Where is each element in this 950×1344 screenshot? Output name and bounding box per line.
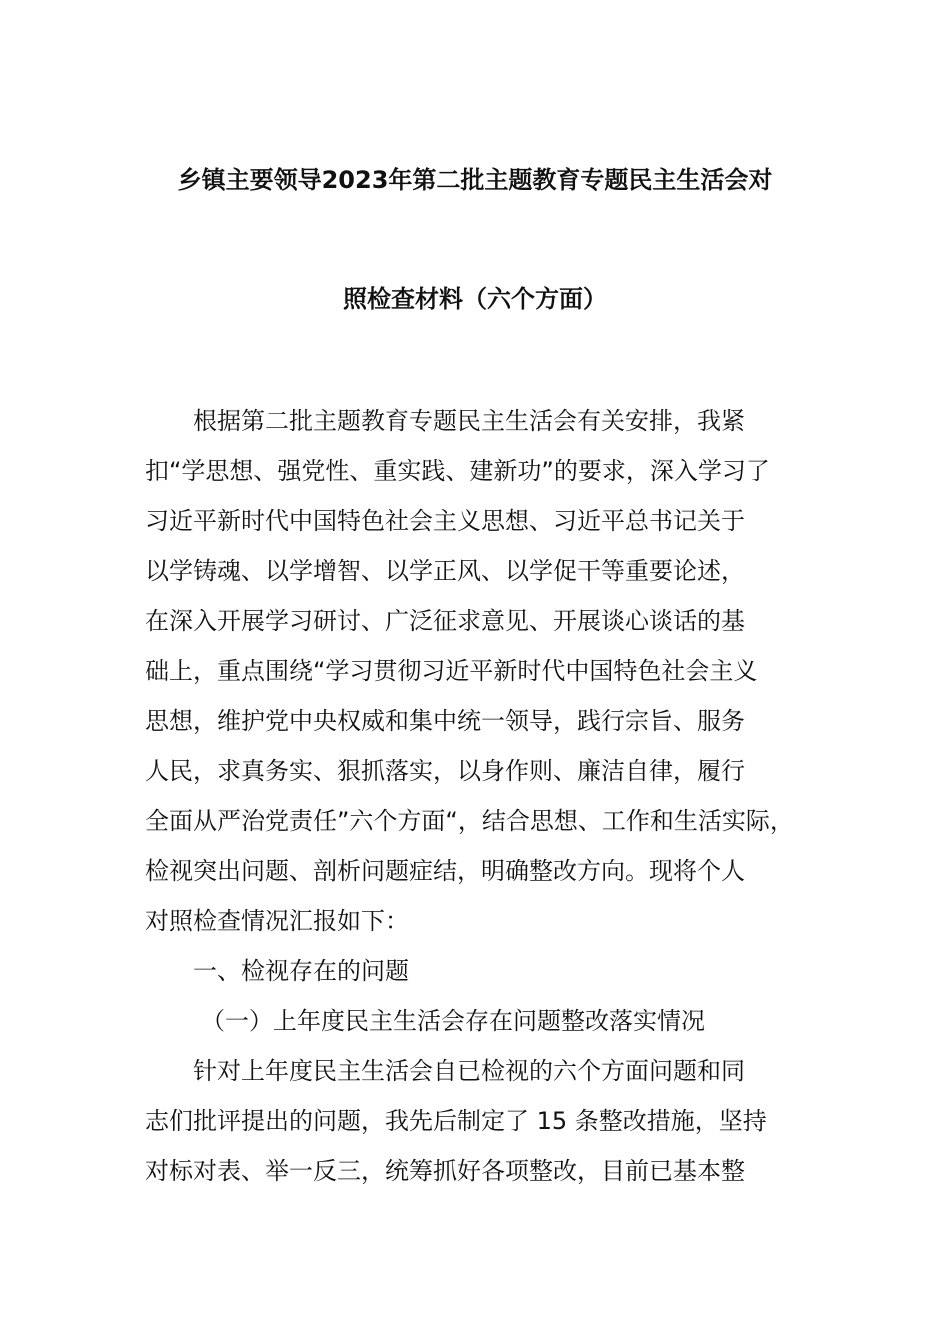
paragraph-1-line: 习近平新时代中国特色社会主义思想、习近平总书记关于 [145,507,745,535]
document-title-line-2: 照检查材料（六个方面） [343,285,607,313]
paragraph-2-line: 针对上年度民主生活会自已检视的六个方面问题和同 [193,1057,745,1085]
paragraph-1-line: 人民，求真务实、狠抓落实，以身作则、廉洁自律，履行 [145,757,745,785]
paragraph-2-line: 志们批评提出的问题，我先后制定了 15 条整改措施，坚持 [145,1107,767,1135]
paragraph-1-line: 根据第二批主题教育专题民主生活会有关安排，我紧 [193,407,745,435]
subsection-heading: （一）上年度民主生活会存在问题整改落实情况 [201,1007,705,1035]
paragraph-1-line: 在深入开展学习研讨、广泛征求意见、开展谈心谈话的基 [145,607,745,635]
document-title-line-1: 乡镇主要领导2023年第二批主题教育专题民主生活会对 [177,166,773,194]
paragraph-1-line: 对照检查情况汇报如下： [145,907,409,935]
paragraph-1-line: 全面从严治党责任”六个方面“，结合思想、工作和生活实际， [145,807,794,835]
paragraph-1-line: 扣“学思想、强党性、重实践、建新功”的要求，深入学习了 [145,457,770,485]
paragraph-1-line: 思想，维护党中央权威和集中统一领导，践行宗旨、服务 [145,707,745,735]
paragraph-2-line: 对标对表、举一反三，统筹抓好各项整改，目前已基本整 [145,1157,745,1185]
section-heading: 一、检视存在的问题 [193,957,409,985]
paragraph-1-line: 以学铸魂、以学增智、以学正风、以学促干等重要论述， [145,557,745,585]
paragraph-1-line: 础上，重点围绕“学习贯彻习近平新时代中国特色社会主义 [145,657,758,685]
paragraph-1-line: 检视突出问题、剖析问题症结，明确整改方向。现将个人 [145,857,745,885]
